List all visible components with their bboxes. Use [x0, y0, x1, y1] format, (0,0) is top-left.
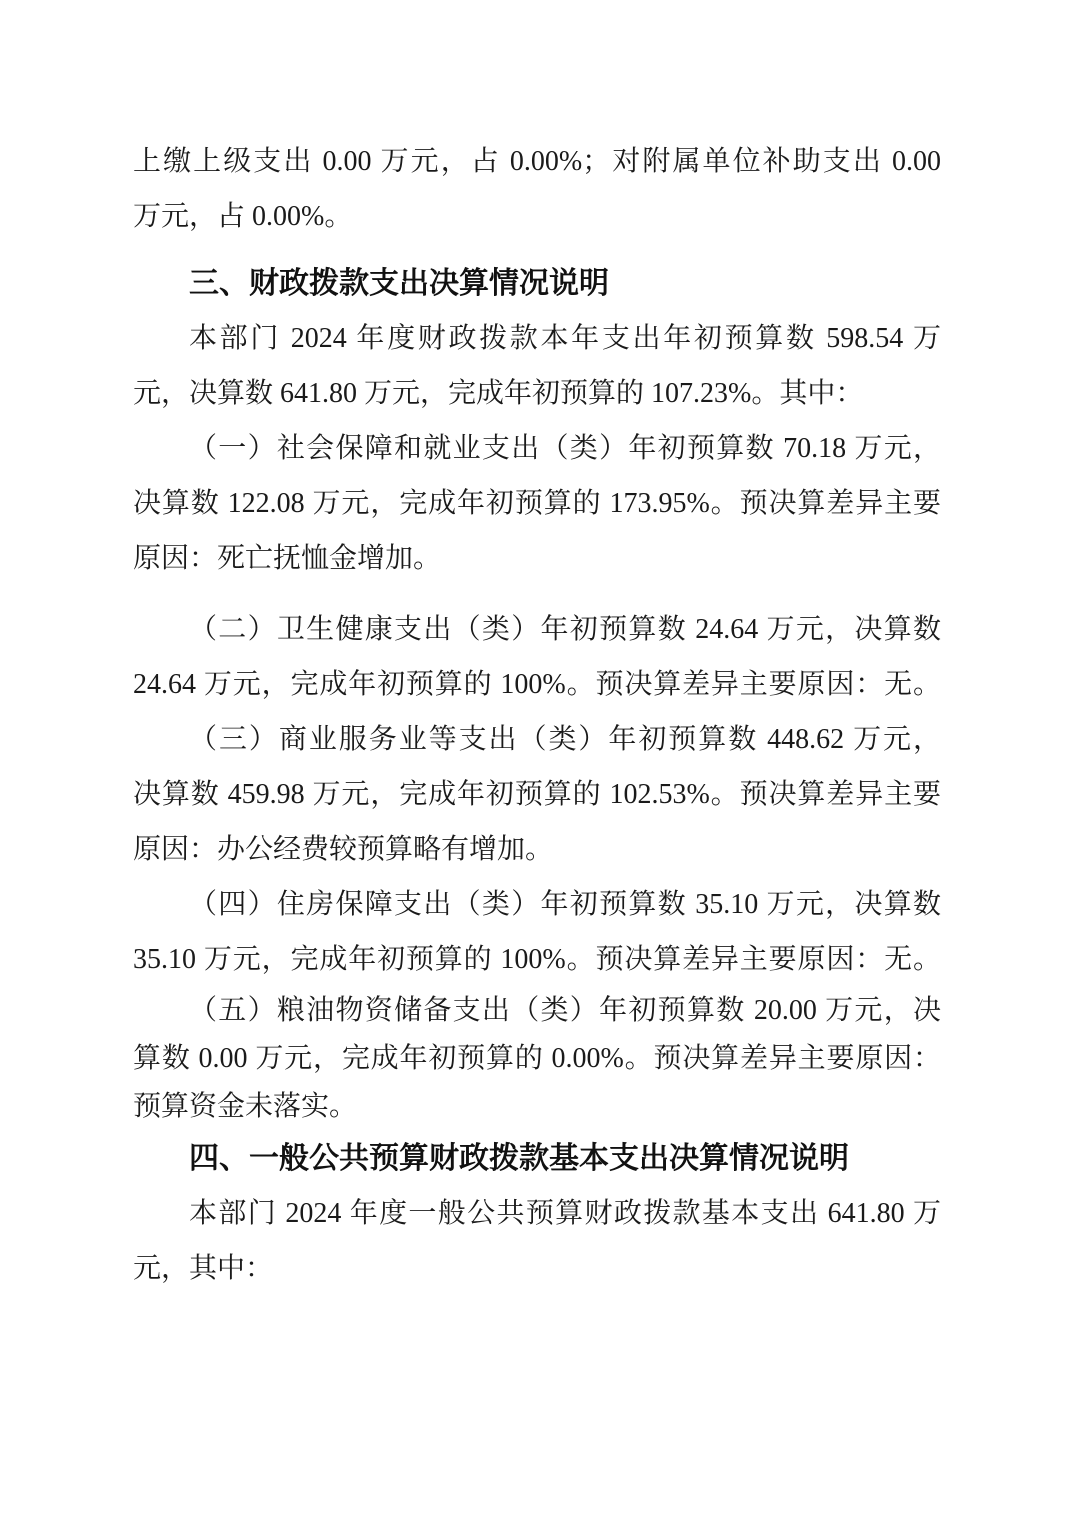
para-item-2-health: [133, 602, 941, 712]
section-heading: 四、一般公共预算财政拨款基本支出决算情况说明: [189, 1142, 849, 1175]
text-line: （三）商业服务业等支出（类）年初预算数 448.62 万元，: [189, 724, 941, 755]
text-line: 35.10 万元，完成年初预算的 100%。预决算差异主要原因：无。: [133, 944, 941, 975]
heading-section-4-basic-expenditure: [133, 1131, 941, 1186]
para-fiscal-expenditure-overview: [133, 311, 941, 421]
text-line: 原因：办公经费较预算略有增加。: [133, 834, 554, 865]
text-line: 本部门 2024 年度财政拨款本年支出年初预算数 598.54 万: [189, 323, 941, 354]
text-line: 原因：死亡抚恤金增加。: [133, 543, 442, 574]
document-content: [133, 134, 941, 1296]
text-line: （四）住房保障支出（类）年初预算数 35.10 万元，决算数: [189, 889, 941, 920]
text-line: 24.64 万元，完成年初预算的 100%。预决算差异主要原因：无。: [133, 669, 941, 700]
text-line: 本部门 2024 年度一般公共预算财政拨款基本支出 641.80 万: [189, 1198, 941, 1229]
text-line: 预算资金未落实。: [133, 1091, 358, 1122]
text-line: 万元，占 0.00%。: [133, 201, 353, 232]
text-line: （一）社会保障和就业支出（类）年初预算数 70.18 万元，: [189, 433, 941, 464]
para-item-1-social-security-employment: [133, 421, 941, 586]
text-line: 元，决算数 641.80 万元，完成年初预算的 107.23%。其中：: [133, 378, 864, 409]
text-line: 元，其中：: [133, 1253, 274, 1284]
para-basic-expenditure-overview: [133, 1186, 941, 1296]
para-item-3-commerce-services: [133, 712, 941, 877]
section-heading: 三、财政拨款支出决算情况说明: [189, 267, 609, 300]
heading-section-3-fiscal-appropriation-expenditure: [133, 256, 941, 311]
para-item-4-housing-security: [133, 877, 941, 987]
para-item-5-grain-reserves: [133, 987, 941, 1131]
text-line: （五）粮油物资储备支出（类）年初预算数 20.00 万元，决: [189, 995, 941, 1026]
para-superior-remittance-continuation: [133, 134, 941, 244]
text-line: 决算数 122.08 万元，完成年初预算的 173.95%。预决算差异主要: [133, 488, 941, 519]
text-line: 决算数 459.98 万元，完成年初预算的 102.53%。预决算差异主要: [133, 779, 941, 810]
text-line: （二）卫生健康支出（类）年初预算数 24.64 万元，决算数: [189, 614, 941, 645]
text-line: 上缴上级支出 0.00 万元，占 0.00%；对附属单位补助支出 0.00: [133, 146, 941, 177]
text-line: 算数 0.00 万元，完成年初预算的 0.00%。预决算差异主要原因：: [133, 1043, 941, 1074]
